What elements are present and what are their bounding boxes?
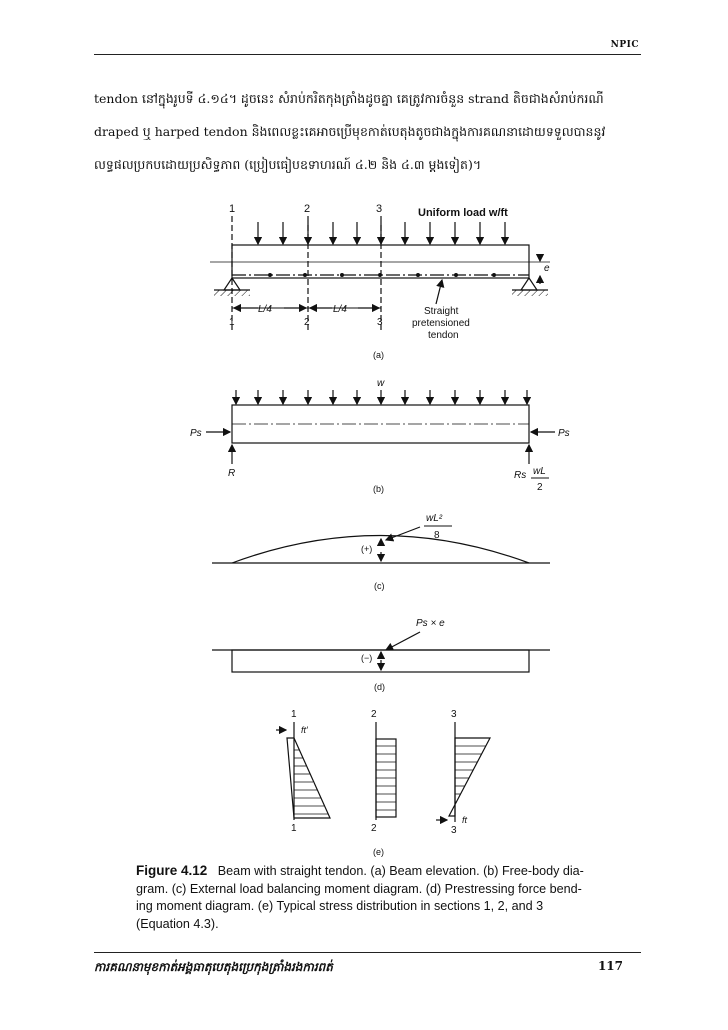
panel-a-caption: (a) (373, 350, 384, 360)
section-number-1: 1 (229, 203, 236, 215)
stress-section-3-bottom: 3 (451, 825, 457, 836)
panel-a-beam-elevation (210, 203, 550, 360)
panel-d-caption: (d) (374, 682, 385, 692)
positive-sign: (+) (361, 544, 373, 554)
stress-section-1-top: 1 (291, 709, 297, 720)
header-tag: NPIC (610, 40, 639, 50)
caption-line-4: (Equation 4.3). (136, 916, 219, 931)
hatch-1 (294, 750, 328, 814)
stress-triangle-3 (449, 738, 490, 816)
ft-label: ft (462, 815, 468, 825)
section-number-2-bottom: 2 (304, 317, 310, 328)
uniform-load-label: Uniform load w/ft (418, 207, 508, 219)
panel-d-prestress-moment (212, 618, 550, 692)
page-footer (94, 952, 641, 977)
caption-label: Figure 4.12 (136, 863, 208, 878)
r-right-label: Rs (514, 470, 527, 481)
caption-line-2: gram. (c) External load balancing moment diagram. (d) Prestressing force bend- (136, 881, 582, 896)
tendon-label-3: tendon (428, 330, 459, 341)
ps-times-e-label: Ps × e (416, 618, 445, 629)
panel-b-free-body (190, 378, 570, 494)
panel-b-caption: (b) (373, 484, 384, 494)
eccentricity-label: e (544, 263, 550, 274)
dim-label-l4-1: L/4 (258, 304, 272, 315)
section-number-3: 3 (376, 203, 383, 215)
page-number: 117 (597, 959, 623, 973)
panel-c-moment (212, 513, 550, 591)
panel-e-caption: (e) (373, 847, 384, 857)
caption-text-1: Beam with straight tendon. (a) Beam elevation. (b) Free-body dia- (217, 864, 584, 878)
ps-left-label: Ps (190, 428, 202, 439)
footer-title: ការគណនាមុខកាត់អង្គធាតុបេតុងប្រេកុងត្រាំងរងការពត់ (94, 960, 333, 974)
load-arrows (258, 222, 505, 244)
section-number-1-bottom: 1 (229, 317, 235, 328)
stress-section-3-top: 3 (451, 709, 457, 720)
caption-line-3: ing moment diagram. (e) Typical stress distribution in sections 1, 2, and 3 (136, 899, 544, 913)
stress-section-2-bottom: 2 (371, 823, 377, 834)
w-label: w (377, 378, 385, 389)
stress-section-1-bottom: 1 (291, 823, 297, 834)
r-left-label: R (228, 468, 236, 479)
moment-denominator: 8 (434, 530, 440, 541)
hatch-2 (376, 746, 396, 810)
stress-section-2-top: 2 (371, 709, 377, 720)
ps-right-label: Ps (558, 428, 570, 439)
wl-denominator: 2 (537, 482, 543, 493)
tendon-label-1: Straight (424, 306, 459, 317)
moment-numerator: wL² (426, 513, 443, 524)
panel-c-caption: (c) (374, 581, 385, 591)
right-support-a (521, 278, 537, 290)
figure-caption (136, 862, 636, 933)
section-number-3-bottom: 3 (377, 317, 383, 328)
paragraph-line: លទ្ធផលប្រកបដោយប្រសិទ្ធភាព (ប្រៀបធៀបឧទាហរណ៍ ៤.២ និង ៤.៣ ម្តងទៀត)។ (94, 157, 482, 172)
panel-e-stress-distributions (276, 709, 490, 857)
ft-prime-label: ft′ (301, 725, 308, 735)
section-number-2: 2 (304, 203, 311, 215)
negative-sign: (−) (361, 653, 373, 663)
load-arrows-b (236, 390, 527, 404)
tendon-label-2: pretensioned (412, 318, 470, 329)
paragraph-line: draped ឬ harped tendon និងពេលខ្លះគេអាចប្រើមុខកាត់បេតុងតូចជាងក្នុងការគណនាដោយទទួលបាននូវ (94, 124, 606, 139)
dim-label-l4-2: L/4 (333, 304, 347, 315)
paragraph-line: tendon នៅក្នុងរូបទី ៤.១៤។ ដូចនេះ សំរាប់ករិតកុងត្រាំងដូចគ្នា គេត្រូវការចំនួន strand តិចជាងសំរាប់ករណី (94, 91, 604, 106)
caption-line-1 (136, 862, 636, 881)
wl-numerator: wL (533, 466, 546, 477)
